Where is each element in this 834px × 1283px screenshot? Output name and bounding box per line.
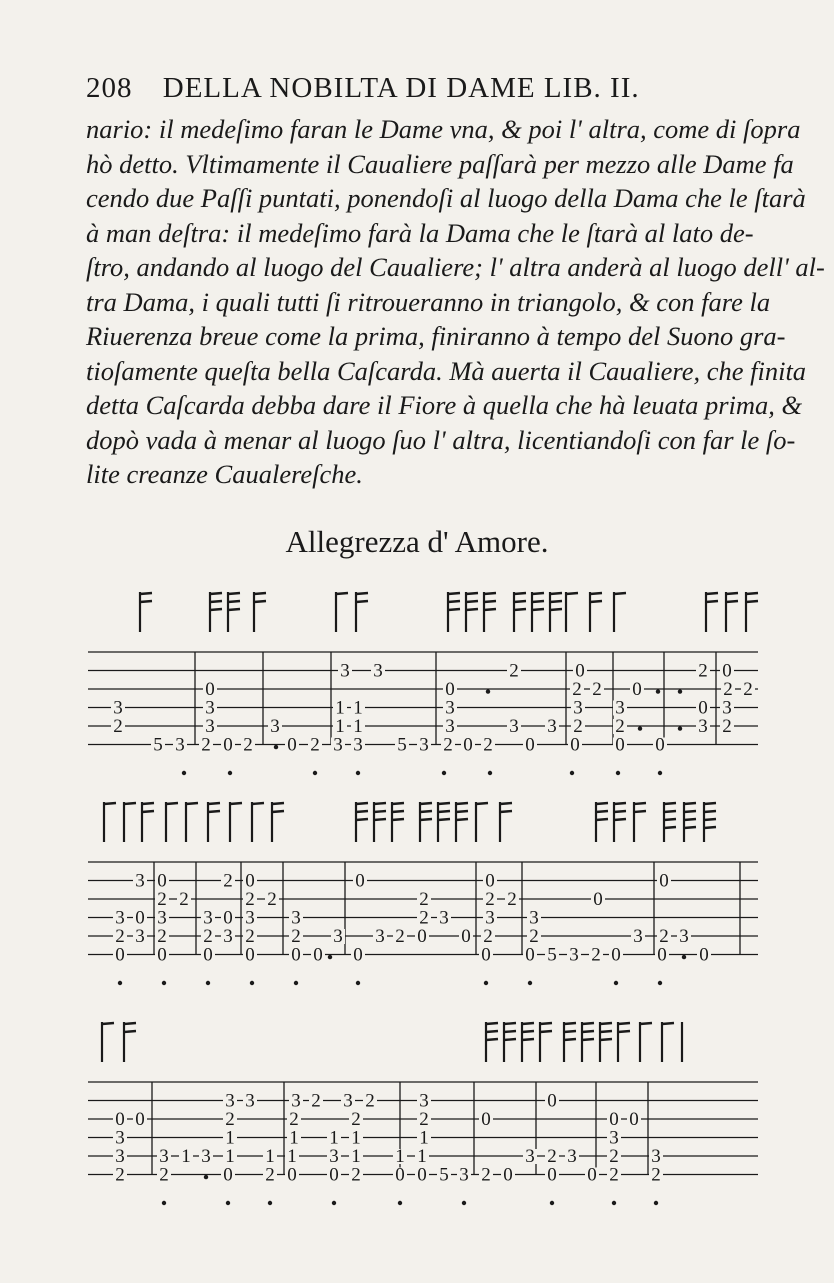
rhythm-flag xyxy=(186,802,198,842)
rhythm-dot xyxy=(682,955,686,959)
fret-number: 2 xyxy=(547,1146,557,1167)
fret-number: 0 xyxy=(609,1109,619,1130)
fret-number: 0 xyxy=(575,660,585,682)
fret-number: 2 xyxy=(572,679,582,700)
rhythm-flag xyxy=(476,802,488,842)
fret-number: 2 xyxy=(159,1164,169,1186)
rhythm-flag xyxy=(564,1022,576,1062)
rhythm-flag xyxy=(540,1022,552,1062)
rhythm-dot xyxy=(678,689,682,693)
fret-number: 1 xyxy=(225,1127,235,1149)
rhythm-dot xyxy=(328,955,332,959)
rhythm-flag xyxy=(566,592,578,632)
rhythm-flag xyxy=(746,592,758,632)
fret-number: 0 xyxy=(481,1109,491,1130)
rhythm-dot xyxy=(204,1175,208,1179)
fret-number: 2 xyxy=(419,889,429,910)
fret-number: 3 xyxy=(445,716,455,737)
fret-number: 2 xyxy=(179,889,189,910)
fret-number: 3 xyxy=(419,734,429,756)
fret-number: 3 xyxy=(205,716,215,737)
rhythm-flag xyxy=(438,802,450,842)
fret-number: 2 xyxy=(115,1164,125,1186)
rhythm-flag xyxy=(228,592,240,632)
rhythm-dot xyxy=(570,771,574,775)
fret-number: 3 xyxy=(485,907,495,929)
rhythm-flag xyxy=(634,802,646,842)
fret-number: 2 xyxy=(651,1164,661,1186)
rhythm-flag xyxy=(254,592,266,632)
rhythm-flag xyxy=(208,802,220,842)
rhythm-dot xyxy=(294,981,298,985)
fret-number: 0 xyxy=(659,870,669,892)
rhythm-flag xyxy=(640,1022,652,1062)
fret-number: 0 xyxy=(503,1164,513,1186)
rhythm-dot xyxy=(182,771,186,775)
rhythm-flag xyxy=(550,592,562,632)
fret-number: 2 xyxy=(245,889,255,910)
fret-number: 0 xyxy=(611,944,621,966)
fret-number: 0 xyxy=(615,734,625,756)
fret-number: 3 xyxy=(340,660,350,682)
fret-number: 2 xyxy=(113,716,123,737)
fret-number: 0 xyxy=(417,1164,427,1186)
rhythm-flag xyxy=(374,802,386,842)
fret-number: 1 xyxy=(335,716,345,737)
fret-number: 0 xyxy=(245,944,255,966)
fret-number: 0 xyxy=(355,870,365,892)
fret-number: 2 xyxy=(157,889,167,910)
rhythm-flag xyxy=(104,802,116,842)
rhythm-dot xyxy=(462,1201,466,1205)
fret-number: 0 xyxy=(485,870,495,892)
rhythm-flag xyxy=(500,802,512,842)
fret-number: 2 xyxy=(351,1109,361,1130)
rhythm-dot xyxy=(638,726,642,730)
rhythm-flag xyxy=(590,592,602,632)
fret-number: 3 xyxy=(205,697,215,719)
rhythm-dot xyxy=(442,771,446,775)
fret-number: 3 xyxy=(722,697,732,719)
fret-number: 3 xyxy=(157,907,167,929)
fret-number: 2 xyxy=(592,679,602,700)
fret-number: 3 xyxy=(115,907,125,929)
fret-number: 3 xyxy=(547,716,557,737)
rhythm-flag xyxy=(618,1022,630,1062)
piece-title: Allegrezza d' Amore. xyxy=(285,524,549,559)
fret-number: 0 xyxy=(655,734,665,756)
rhythm-dot xyxy=(488,771,492,775)
fret-number: 2 xyxy=(365,1090,375,1112)
rhythm-flag xyxy=(664,802,676,842)
rhythm-flag xyxy=(252,802,264,842)
fret-number: 3 xyxy=(245,1090,255,1112)
fret-number: 2 xyxy=(267,889,277,910)
text-line: dopò vada à menar al luogo ſuo l' altra, licentiandoſi con far le ſo- xyxy=(86,424,796,455)
fret-number: 1 xyxy=(329,1127,339,1149)
fret-number: 0 xyxy=(287,1164,297,1186)
rhythm-dot xyxy=(654,1201,658,1205)
rhythm-dot xyxy=(356,981,360,985)
fret-number: 3 xyxy=(373,660,383,682)
fret-number: 3 xyxy=(225,1090,235,1112)
rhythm-flag xyxy=(210,592,222,632)
rhythm-flag xyxy=(166,802,178,842)
fret-number: 2 xyxy=(443,734,453,756)
fret-number: 3 xyxy=(159,1146,169,1167)
rhythm-flag xyxy=(726,592,738,632)
rhythm-flag xyxy=(514,592,526,632)
rhythm-flag xyxy=(582,1022,594,1062)
rhythm-dot xyxy=(226,1201,230,1205)
fret-number: 0 xyxy=(135,1109,145,1130)
fret-number: 3 xyxy=(679,926,689,947)
fret-number: 3 xyxy=(201,1146,211,1167)
fret-number: 2 xyxy=(201,734,211,756)
fret-number: 3 xyxy=(245,907,255,929)
fret-number: 1 xyxy=(225,1146,235,1167)
rhythm-dot xyxy=(268,1201,272,1205)
fret-number: 1 xyxy=(181,1146,191,1167)
fret-number: 3 xyxy=(633,926,643,947)
fret-number: 3 xyxy=(115,1146,125,1167)
fret-number: 3 xyxy=(115,1127,125,1149)
rhythm-flag xyxy=(614,802,626,842)
fret-number: 2 xyxy=(419,1109,429,1130)
rhythm-dot xyxy=(356,771,360,775)
fret-number: 3 xyxy=(698,716,708,737)
fret-number: 2 xyxy=(243,734,253,756)
fret-number: 2 xyxy=(723,679,733,700)
rhythm-flag xyxy=(596,802,608,842)
fret-number: 0 xyxy=(593,889,603,910)
text-line: tra Dama, i quali tutti ſi ritroueranno in triangolo, & con fare la xyxy=(86,286,771,317)
fret-number: 0 xyxy=(481,944,491,966)
fret-number: 2 xyxy=(529,926,539,947)
rhythm-dot xyxy=(162,1201,166,1205)
text-line: nario: il medeſimo faran le Dame vna, & poi l' altra, come di ſopra xyxy=(86,114,801,144)
fret-number: 2 xyxy=(483,734,493,756)
fret-number: 0 xyxy=(157,944,167,966)
fret-number: 2 xyxy=(223,870,233,892)
fret-number: 0 xyxy=(353,944,363,966)
fret-number: 0 xyxy=(223,734,233,756)
fret-number: 2 xyxy=(245,926,255,947)
fret-number: 2 xyxy=(311,1090,321,1112)
rhythm-dot xyxy=(332,1201,336,1205)
fret-number: 1 xyxy=(417,1146,427,1167)
rhythm-flag xyxy=(356,592,368,632)
fret-number: 2 xyxy=(157,926,167,947)
fret-number: 0 xyxy=(570,734,580,756)
fret-number: 2 xyxy=(573,716,583,737)
fret-number: 1 xyxy=(351,1127,361,1149)
text-line: cendo due Paſſi puntati, ponendoſi al luogo della Dama che le ſtarà xyxy=(86,183,806,213)
tablature-system-1 xyxy=(0,580,834,780)
fret-number: 3 xyxy=(270,716,280,737)
rhythm-dot xyxy=(612,1201,616,1205)
fret-number: 5 xyxy=(153,734,163,756)
rhythm-dot xyxy=(118,981,122,985)
fret-number: 3 xyxy=(609,1127,619,1149)
rhythm-dot xyxy=(228,771,232,775)
fret-number: 3 xyxy=(567,1146,577,1167)
fret-number: 2 xyxy=(265,1164,275,1186)
rhythm-dot xyxy=(550,1201,554,1205)
fret-number: 3 xyxy=(113,697,123,719)
fret-number: 0 xyxy=(461,926,471,947)
rhythm-flag xyxy=(614,592,626,632)
fret-number: 3 xyxy=(333,926,343,947)
fret-number: 3 xyxy=(529,907,539,929)
text-line: lite creanze Caualereſche. xyxy=(86,459,363,489)
fret-number: 1 xyxy=(395,1146,405,1167)
rhythm-flag xyxy=(124,802,136,842)
fret-number: 0 xyxy=(291,944,301,966)
fret-number: 0 xyxy=(115,944,125,966)
fret-number: 3 xyxy=(291,907,301,929)
fret-number: 3 xyxy=(333,734,343,756)
fret-number: 2 xyxy=(351,1164,361,1186)
fret-number: 3 xyxy=(135,926,145,947)
fret-number: 1 xyxy=(351,1146,361,1167)
rhythm-flag xyxy=(662,1022,674,1062)
rhythm-flag xyxy=(336,592,348,632)
fret-number: 0 xyxy=(157,870,167,892)
fret-number: 0 xyxy=(135,907,145,929)
rhythm-flag xyxy=(504,1022,516,1062)
fret-number: 0 xyxy=(525,734,535,756)
fret-number: 1 xyxy=(419,1127,429,1149)
fret-number: 3 xyxy=(291,1090,301,1112)
fret-number: 2 xyxy=(289,1109,299,1130)
rhythm-dot xyxy=(656,689,660,693)
fret-number: 0 xyxy=(223,1164,233,1186)
fret-number: 2 xyxy=(310,734,320,756)
body-paragraph xyxy=(86,112,825,492)
fret-number: 3 xyxy=(343,1090,353,1112)
fret-number: 2 xyxy=(225,1109,235,1130)
rhythm-flag xyxy=(448,592,460,632)
fret-number: 2 xyxy=(291,926,301,947)
rhythm-dot xyxy=(616,771,620,775)
fret-number: 2 xyxy=(591,944,601,966)
rhythm-flag xyxy=(532,592,544,632)
fret-number: 3 xyxy=(439,907,449,929)
rhythm-flag xyxy=(392,802,404,842)
text-line: hò detto. Vltimamente il Caualiere paſſarà per mezzo alle Dame fa xyxy=(86,148,794,179)
fret-number: 0 xyxy=(587,1164,597,1186)
fret-number: 5 xyxy=(397,734,407,756)
fret-number: 0 xyxy=(417,926,427,947)
fret-number: 2 xyxy=(698,660,708,682)
fret-number: 0 xyxy=(699,944,709,966)
fret-number: 0 xyxy=(395,1164,405,1186)
page-number: 208 xyxy=(86,72,133,104)
fret-number: 0 xyxy=(203,944,213,966)
fret-number: 1 xyxy=(353,697,363,719)
rhythm-dot xyxy=(658,981,662,985)
rhythm-dot xyxy=(484,981,488,985)
rhythm-flag xyxy=(140,592,152,632)
fret-number: 3 xyxy=(375,926,385,947)
fret-number: 0 xyxy=(329,1164,339,1186)
fret-number: 5 xyxy=(547,944,557,966)
fret-number: 1 xyxy=(353,716,363,737)
rhythm-flag xyxy=(600,1022,612,1062)
fret-number: 0 xyxy=(547,1090,557,1112)
fret-number: 1 xyxy=(287,1146,297,1167)
running-title: DELLA NOBILTA DI DAME LIB. II. xyxy=(162,72,640,104)
rhythm-dot xyxy=(486,689,490,693)
fret-number: 1 xyxy=(265,1146,275,1167)
fret-number: 2 xyxy=(481,1164,491,1186)
rhythm-dot xyxy=(250,981,254,985)
rhythm-flag xyxy=(356,802,368,842)
fret-number: 3 xyxy=(135,870,145,892)
rhythm-dot xyxy=(658,771,662,775)
fret-number: 3 xyxy=(203,907,213,929)
fret-number: 2 xyxy=(485,889,495,910)
tablature-system-2 xyxy=(0,790,834,990)
fret-number: 0 xyxy=(463,734,473,756)
fret-number: 0 xyxy=(115,1109,125,1130)
rhythm-dot xyxy=(313,771,317,775)
fret-number: 0 xyxy=(632,679,642,700)
rhythm-dot xyxy=(614,981,618,985)
fret-number: 0 xyxy=(205,679,215,700)
rhythm-flag xyxy=(704,802,716,842)
fret-number: 2 xyxy=(115,926,125,947)
fret-number: 2 xyxy=(483,926,493,947)
fret-number: 0 xyxy=(245,870,255,892)
fret-number: 3 xyxy=(525,1146,535,1167)
rhythm-flag xyxy=(484,592,496,632)
rhythm-dot xyxy=(678,726,682,730)
fret-number: 2 xyxy=(507,889,517,910)
fret-number: 3 xyxy=(573,697,583,719)
fret-number: 3 xyxy=(445,697,455,719)
fret-number: 3 xyxy=(615,697,625,719)
fret-number: 3 xyxy=(419,1090,429,1112)
text-line: ſtro, andando al luogo del Caualiere; l' altra anderà al luogo dell' al- xyxy=(86,252,825,282)
fret-number: 0 xyxy=(313,944,323,966)
fret-number: 0 xyxy=(629,1109,639,1130)
fret-number: 3 xyxy=(223,926,233,947)
text-line: Riuerenza breue come la prima, finiranno à tempo del Suono gra- xyxy=(86,321,786,351)
text-line: à man deſtra: il medeſimo farà la Dama che le ſtarà al lato de- xyxy=(86,217,754,248)
running-head xyxy=(86,72,726,105)
rhythm-flag xyxy=(684,802,696,842)
fret-number: 1 xyxy=(335,697,345,719)
rhythm-flag xyxy=(230,802,242,842)
fret-number: 2 xyxy=(743,679,753,700)
fret-number: 3 xyxy=(353,734,363,756)
fret-number: 0 xyxy=(223,907,233,929)
rhythm-flag xyxy=(420,802,432,842)
fret-number: 2 xyxy=(722,716,732,737)
rhythm-dot xyxy=(274,745,278,749)
tablature-system-3 xyxy=(0,1010,834,1210)
fret-number: 0 xyxy=(547,1164,557,1186)
rhythm-flag xyxy=(522,1022,534,1062)
fret-number: 3 xyxy=(569,944,579,966)
fret-number: 0 xyxy=(657,944,667,966)
rhythm-flag xyxy=(466,592,478,632)
rhythm-flag xyxy=(142,802,154,842)
rhythm-flag xyxy=(124,1022,136,1062)
fret-number: 2 xyxy=(203,926,213,947)
rhythm-dot xyxy=(162,981,166,985)
fret-number: 3 xyxy=(651,1146,661,1167)
fret-number: 2 xyxy=(419,907,429,929)
rhythm-flag xyxy=(272,802,284,842)
fret-number: 2 xyxy=(609,1146,619,1167)
text-line: tioſamente queſta bella Caſcarda. Mà auerta il Caualiere, che finita xyxy=(86,355,807,386)
fret-number: 3 xyxy=(509,716,519,737)
fret-number: 3 xyxy=(175,734,185,756)
fret-number: 2 xyxy=(609,1164,619,1186)
fret-number: 1 xyxy=(289,1127,299,1149)
fret-number: 0 xyxy=(722,660,732,682)
fret-number: 0 xyxy=(698,697,708,719)
fret-number: 0 xyxy=(287,734,297,756)
rhythm-dot xyxy=(206,981,210,985)
fret-number: 2 xyxy=(659,926,669,947)
rhythm-dot xyxy=(528,981,532,985)
fret-number: 2 xyxy=(395,926,405,947)
fret-number: 3 xyxy=(329,1146,339,1167)
fret-number: 2 xyxy=(615,716,625,737)
fret-number: 5 xyxy=(439,1164,449,1186)
rhythm-flag xyxy=(102,1022,114,1062)
rhythm-flag xyxy=(706,592,718,632)
rhythm-flag xyxy=(456,802,468,842)
rhythm-dot xyxy=(398,1201,402,1205)
fret-number: 3 xyxy=(459,1164,469,1186)
text-line: detta Caſcarda debba dare il Fiore à quella che hà leuata prima, & xyxy=(86,390,803,420)
fret-number: 2 xyxy=(509,660,519,682)
rhythm-flag xyxy=(486,1022,498,1062)
fret-number: 0 xyxy=(525,944,535,966)
fret-number: 0 xyxy=(445,679,455,700)
